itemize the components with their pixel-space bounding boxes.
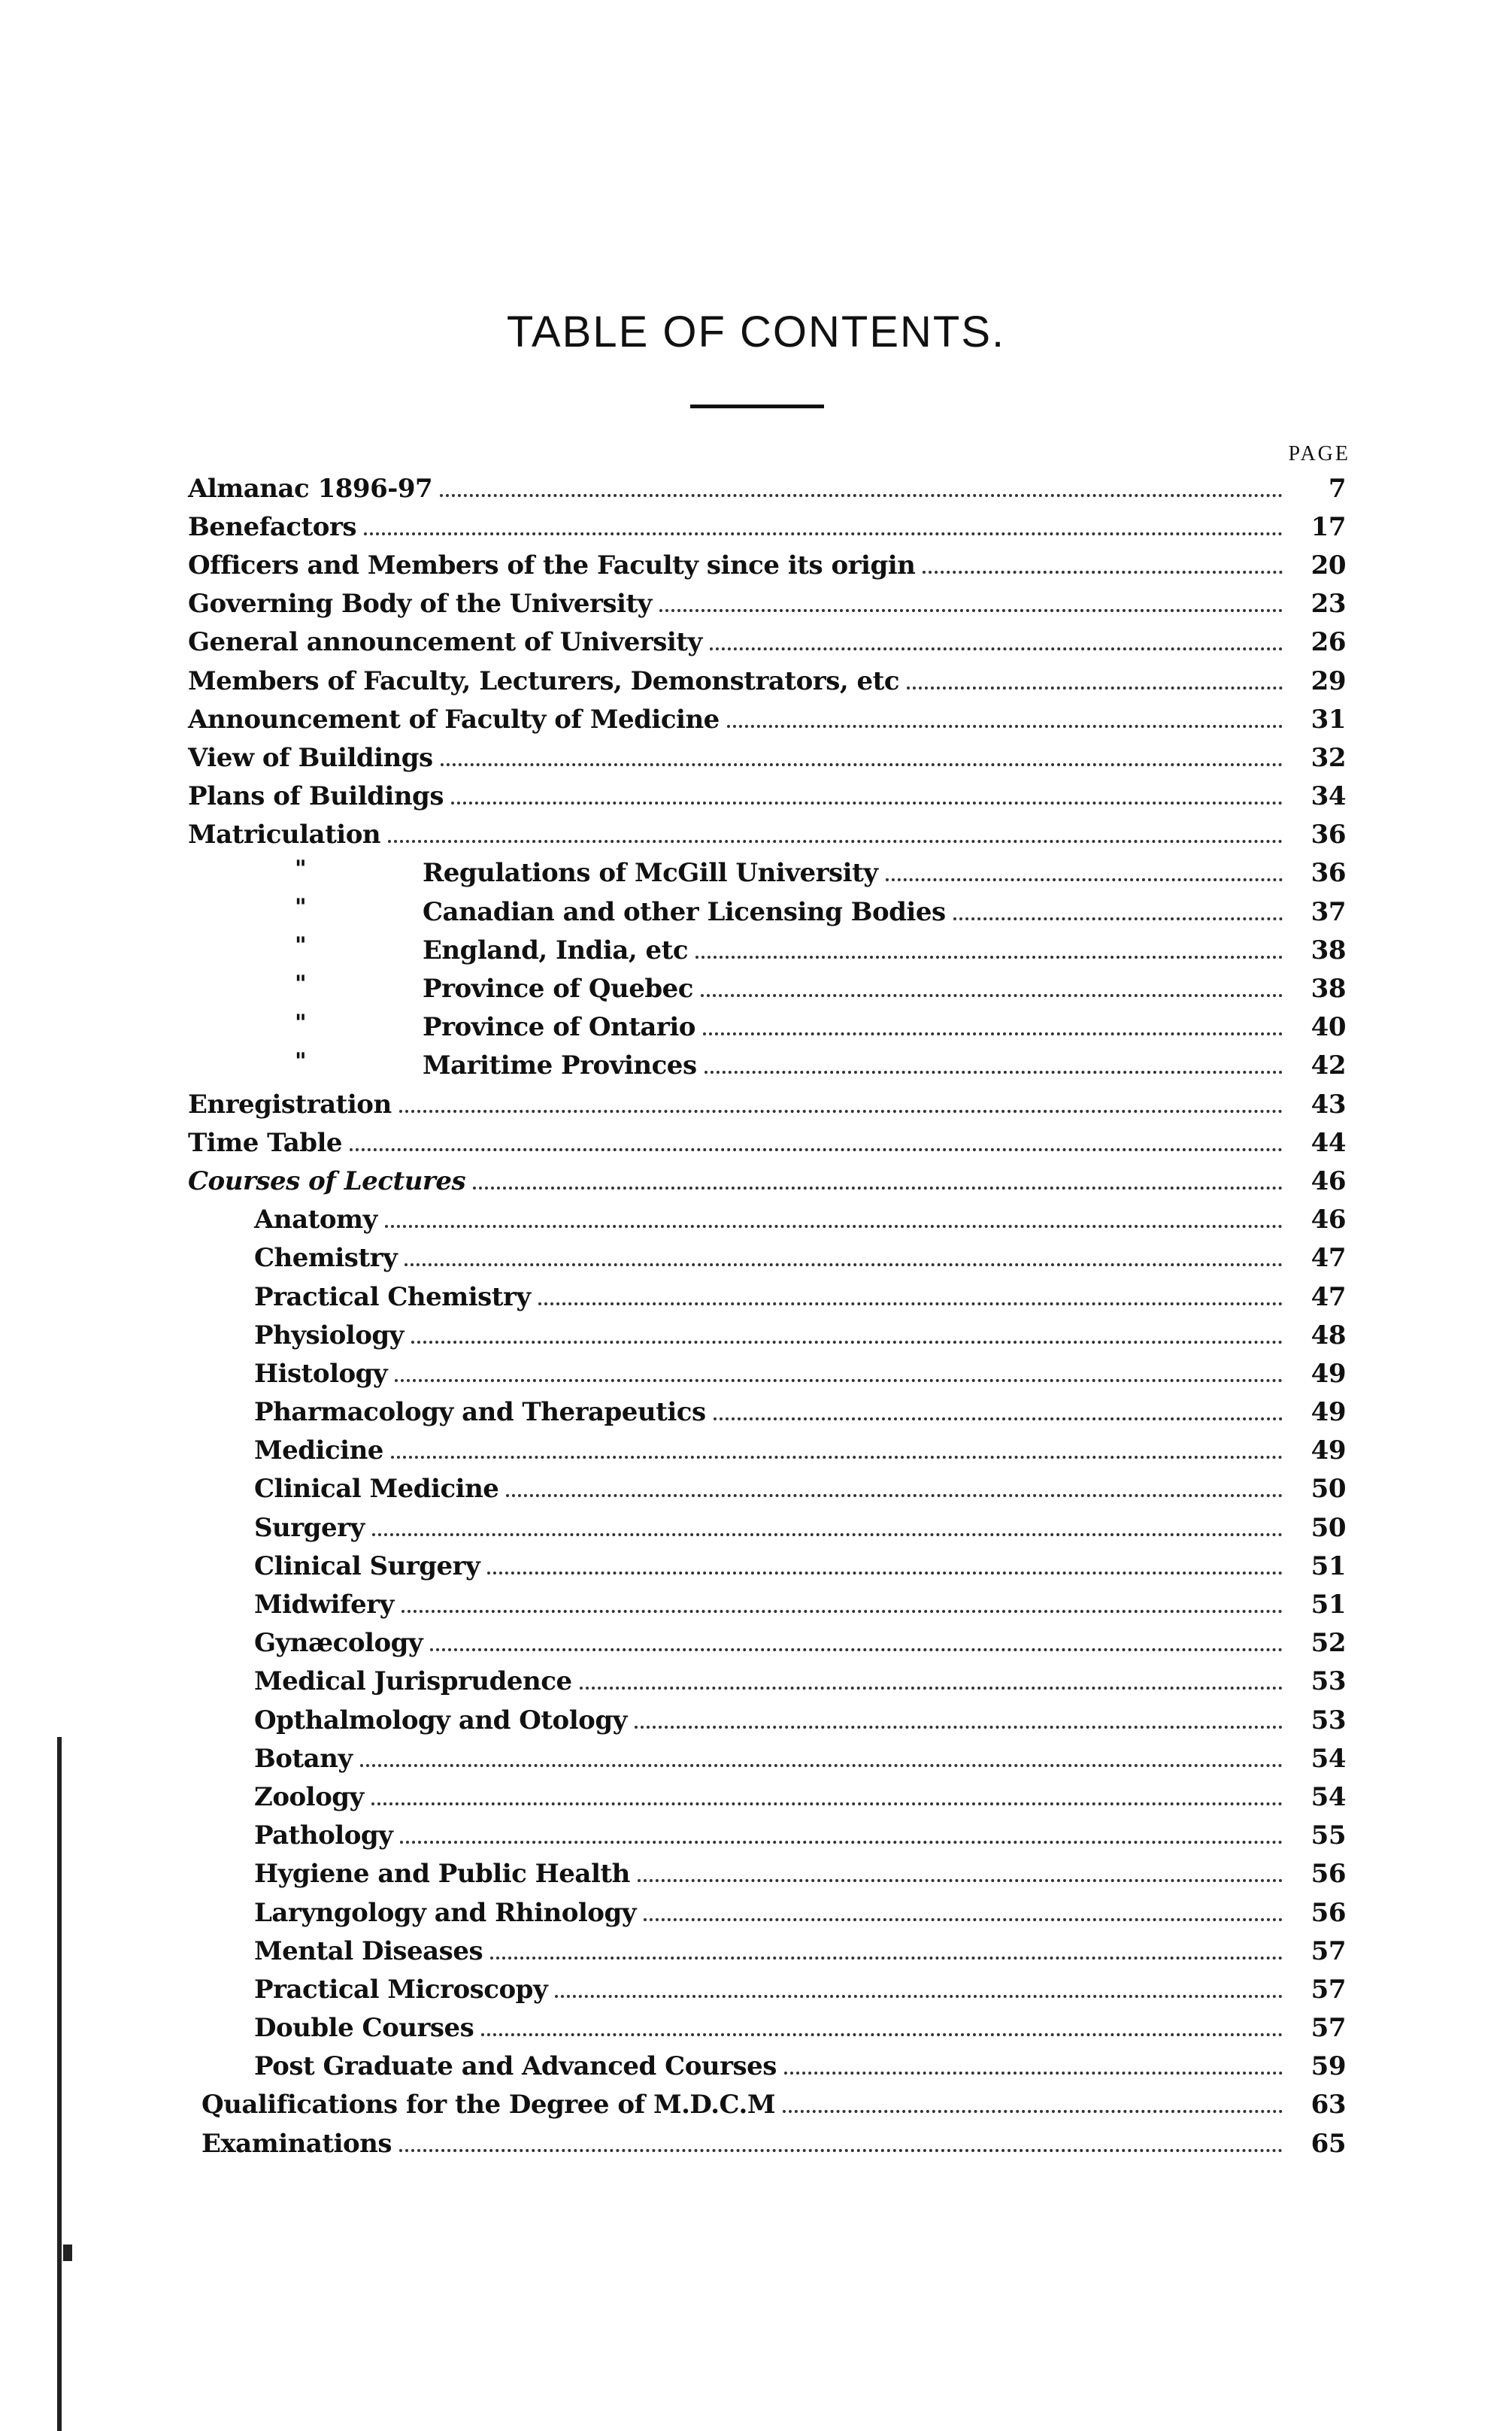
toc-entry-page-number: 57 <box>1311 1935 1346 1966</box>
toc-entry-page-number: 37 <box>1311 896 1346 927</box>
toc-entry <box>0 969 1346 1008</box>
toc-entry <box>0 1817 1346 1855</box>
toc-entry-label: Medical Jurisprudence <box>254 1666 572 1697</box>
toc-entry-label: Practical Chemistry <box>254 1281 531 1312</box>
toc-entry-page-number: 56 <box>1311 1897 1346 1928</box>
toc-entry-page-number: 40 <box>1311 1012 1346 1043</box>
toc-entry <box>0 1701 1346 1739</box>
toc-entry-page-number: 46 <box>1311 1165 1346 1196</box>
toc-entry-label: Gynæcology <box>254 1628 423 1659</box>
toc-entry-label: Announcement of Faculty of Medicine <box>188 704 720 735</box>
toc-entry-page-number: 42 <box>1311 1050 1346 1081</box>
toc-entry <box>0 1432 1346 1470</box>
toc-entry-label: Laryngology and Rhinology <box>254 1897 637 1928</box>
toc-entry-label: Chemistry <box>254 1243 398 1274</box>
toc-entry-label: Botany <box>254 1743 353 1774</box>
toc-entry-label: Almanac 1896-97 <box>188 473 433 504</box>
toc-entry <box>0 1278 1346 1316</box>
toc-entry-label: Clinical Medicine <box>254 1474 499 1505</box>
toc-entry-label: Qualifications for the Degree of M.D.C.M <box>201 2090 775 2120</box>
dot-leader <box>481 2033 1283 2036</box>
toc-entry-label: Plans of Buildings <box>188 781 444 812</box>
table-of-contents <box>0 469 1512 2163</box>
toc-entry <box>0 1855 1346 1893</box>
dot-leader <box>405 1263 1283 1266</box>
toc-entry-page-number: 47 <box>1311 1243 1346 1274</box>
margin-edge-mark <box>57 1737 62 2431</box>
dot-leader <box>635 1726 1283 1729</box>
toc-entry-label: Province of Ontario <box>423 1012 695 1043</box>
toc-entry-page-number: 7 <box>1328 473 1346 504</box>
dot-leader <box>695 956 1283 959</box>
toc-entry <box>0 700 1346 738</box>
toc-entry <box>0 1624 1346 1663</box>
dot-leader <box>506 1494 1283 1497</box>
toc-entry-label: Opthalmology and Otology <box>254 1705 627 1735</box>
toc-entry <box>0 1393 1346 1432</box>
toc-entry-label: Province of Quebec <box>423 974 693 1005</box>
toc-entry <box>0 1162 1346 1200</box>
toc-entry <box>0 1778 1346 1816</box>
toc-entry-page-number: 52 <box>1311 1628 1346 1659</box>
ditto-mark: " <box>295 1047 307 1075</box>
toc-entry-page-number: 59 <box>1311 2051 1346 2082</box>
toc-entry-label: Medicine <box>254 1435 383 1466</box>
toc-entry-label: Double Courses <box>254 2013 474 2044</box>
toc-entry-label: View of Buildings <box>188 742 433 773</box>
toc-entry <box>0 662 1346 700</box>
dot-leader <box>886 878 1283 881</box>
dot-leader <box>399 2149 1283 2152</box>
toc-entry-label: Midwifery <box>254 1590 394 1620</box>
toc-entry-label: Zoology <box>254 1781 364 1812</box>
toc-entry-label: Time Table <box>188 1127 343 1158</box>
toc-entry <box>0 1239 1346 1278</box>
toc-entry <box>0 1201 1346 1239</box>
toc-entry <box>0 1047 1346 1085</box>
toc-entry-label: Enregistration <box>188 1089 392 1120</box>
dot-leader <box>727 725 1283 728</box>
dot-leader <box>644 1918 1283 1921</box>
toc-entry-page-number: 49 <box>1311 1358 1346 1389</box>
toc-entry-page-number: 63 <box>1311 2090 1346 2120</box>
toc-entry-label: Matriculation <box>188 820 381 850</box>
dot-leader <box>783 2110 1283 2113</box>
toc-entry-label: Maritime Provinces <box>423 1050 697 1081</box>
toc-entry-label: Hygiene and Public Health <box>254 1859 630 1890</box>
page-column-label: PAGE <box>1288 442 1350 465</box>
dot-leader <box>923 571 1283 574</box>
margin-notch-mark <box>63 2245 72 2261</box>
dot-leader <box>953 917 1283 920</box>
toc-entry-label: Practical Microscopy <box>254 1974 548 2005</box>
toc-entry <box>0 546 1346 584</box>
dot-leader <box>430 1648 1283 1651</box>
dot-leader <box>704 1071 1283 1074</box>
toc-entry-page-number: 49 <box>1311 1397 1346 1428</box>
toc-entry-label: Governing Body of the University <box>188 589 652 620</box>
toc-entry-label: Surgery <box>254 1512 365 1543</box>
title-rule <box>690 405 824 408</box>
toc-entry <box>0 1932 1346 1970</box>
toc-entry <box>0 777 1346 816</box>
toc-entry-page-number: 50 <box>1311 1512 1346 1543</box>
toc-entry-label: General announcement of University <box>188 627 702 658</box>
toc-entry-page-number: 47 <box>1311 1281 1346 1312</box>
dot-leader <box>580 1687 1283 1690</box>
dot-leader <box>364 532 1283 535</box>
toc-entry-page-number: 49 <box>1311 1435 1346 1466</box>
toc-entry-page-number: 36 <box>1311 820 1346 850</box>
toc-entry <box>0 1085 1346 1123</box>
toc-entry <box>0 893 1346 931</box>
toc-entry-label: Histology <box>254 1358 388 1389</box>
toc-entry <box>0 1663 1346 1701</box>
toc-entry-page-number: 17 <box>1311 511 1346 542</box>
toc-entry-page-number: 31 <box>1311 704 1346 735</box>
dot-leader <box>701 994 1283 997</box>
toc-entry-label: Physiology <box>254 1320 404 1350</box>
toc-entry-page-number: 44 <box>1311 1127 1346 1158</box>
toc-entry <box>0 2086 1346 2124</box>
toc-entry-label: Post Graduate and Advanced Courses <box>254 2051 777 2082</box>
dot-leader <box>441 763 1283 766</box>
toc-entry-page-number: 51 <box>1311 1590 1346 1620</box>
dot-leader <box>395 1379 1283 1382</box>
dot-leader <box>714 1417 1283 1420</box>
toc-entry-page-number: 36 <box>1311 858 1346 889</box>
toc-entry <box>0 1123 1346 1162</box>
toc-entry-label: Officers and Members of the Faculty since its origin <box>188 550 916 580</box>
dot-leader <box>487 1572 1283 1575</box>
toc-entry-page-number: 54 <box>1311 1781 1346 1812</box>
toc-entry-page-number: 55 <box>1311 1820 1346 1851</box>
toc-entry-label: Benefactors <box>188 511 357 542</box>
toc-entry-label: Pathology <box>254 1820 393 1851</box>
toc-entry <box>0 816 1346 854</box>
dot-leader <box>411 1341 1283 1344</box>
dot-leader <box>784 2072 1283 2075</box>
toc-entry-page-number: 43 <box>1311 1089 1346 1120</box>
dot-leader <box>385 1225 1283 1228</box>
toc-entry <box>0 623 1346 662</box>
toc-entry <box>0 1547 1346 1585</box>
toc-entry <box>0 1585 1346 1623</box>
dot-leader <box>360 1764 1283 1767</box>
toc-entry-page-number: 38 <box>1311 974 1346 1005</box>
toc-entry <box>0 1893 1346 1932</box>
ditto-mark: " <box>295 1009 307 1036</box>
dot-leader <box>907 687 1283 690</box>
dot-leader <box>400 1841 1283 1844</box>
toc-entry-label: Clinical Surgery <box>254 1550 480 1581</box>
toc-entry-label: Pharmacology and Therapeutics <box>254 1397 706 1428</box>
toc-entry-page-number: 57 <box>1311 2013 1346 2044</box>
toc-entry <box>0 2124 1346 2163</box>
toc-entry-label: Mental Diseases <box>254 1935 483 1966</box>
toc-entry-page-number: 53 <box>1311 1705 1346 1735</box>
dot-leader <box>473 1187 1283 1190</box>
toc-entry-page-number: 46 <box>1311 1205 1346 1235</box>
toc-entry-page-number: 54 <box>1311 1743 1346 1774</box>
toc-entry-page-number: 57 <box>1311 1974 1346 2005</box>
toc-entry <box>0 2009 1346 2048</box>
toc-entry-page-number: 29 <box>1311 665 1346 696</box>
dot-leader <box>638 1879 1283 1882</box>
toc-entry <box>0 931 1346 969</box>
dot-leader <box>490 1957 1283 1960</box>
toc-entry-page-number: 65 <box>1311 2128 1346 2159</box>
dot-leader <box>555 1995 1283 1998</box>
toc-entry <box>0 854 1346 893</box>
toc-entry <box>0 1739 1346 1778</box>
toc-entry <box>0 2048 1346 2086</box>
toc-entry-page-number: 20 <box>1311 550 1346 580</box>
toc-entry <box>0 585 1346 623</box>
toc-entry <box>0 1008 1346 1047</box>
dot-leader <box>538 1302 1283 1305</box>
toc-entry-page-number: 26 <box>1311 627 1346 658</box>
toc-entry-page-number: 23 <box>1311 589 1346 620</box>
toc-entry <box>0 1970 1346 2008</box>
toc-entry <box>0 469 1346 508</box>
toc-entry-label: Members of Faculty, Lecturers, Demonstrators, etc <box>188 665 900 696</box>
toc-entry-page-number: 56 <box>1311 1859 1346 1890</box>
dot-leader <box>371 1802 1283 1805</box>
toc-entry-label: Canadian and other Licensing Bodies <box>423 896 946 927</box>
toc-entry-page-number: 34 <box>1311 781 1346 812</box>
toc-entry <box>0 1470 1346 1508</box>
ditto-mark: " <box>295 971 307 998</box>
toc-entry <box>0 1508 1346 1547</box>
toc-entry-page-number: 32 <box>1311 742 1346 773</box>
dot-leader <box>451 802 1283 805</box>
toc-entry-page-number: 38 <box>1311 935 1346 965</box>
dot-leader <box>440 494 1283 497</box>
toc-entry-page-number: 51 <box>1311 1550 1346 1581</box>
dot-leader <box>710 647 1283 650</box>
ditto-mark: " <box>295 894 307 921</box>
toc-entry-label: Courses of Lectures <box>188 1165 466 1196</box>
toc-entry-page-number: 48 <box>1311 1320 1346 1350</box>
dot-leader <box>399 1110 1283 1113</box>
toc-entry-label: Regulations of McGill University <box>423 858 878 889</box>
toc-entry <box>0 1354 1346 1393</box>
toc-entry-page-number: 53 <box>1311 1666 1346 1697</box>
dot-leader <box>401 1610 1283 1613</box>
dot-leader <box>391 1456 1283 1459</box>
toc-entry-label: England, India, etc <box>423 935 689 965</box>
toc-entry <box>0 1316 1346 1354</box>
dot-leader <box>703 1032 1283 1035</box>
dot-leader <box>659 609 1283 612</box>
toc-entry-page-number: 50 <box>1311 1474 1346 1505</box>
toc-entry <box>0 738 1346 777</box>
dot-leader <box>372 1533 1283 1536</box>
dot-leader <box>350 1148 1283 1151</box>
toc-entry-label: Anatomy <box>254 1205 377 1235</box>
page-title: TABLE OF CONTENTS. <box>506 308 1006 356</box>
ditto-mark: " <box>295 932 307 959</box>
ditto-mark: " <box>295 855 307 882</box>
toc-entry <box>0 508 1346 546</box>
dot-leader <box>388 840 1283 843</box>
toc-entry-label: Examinations <box>201 2128 392 2159</box>
